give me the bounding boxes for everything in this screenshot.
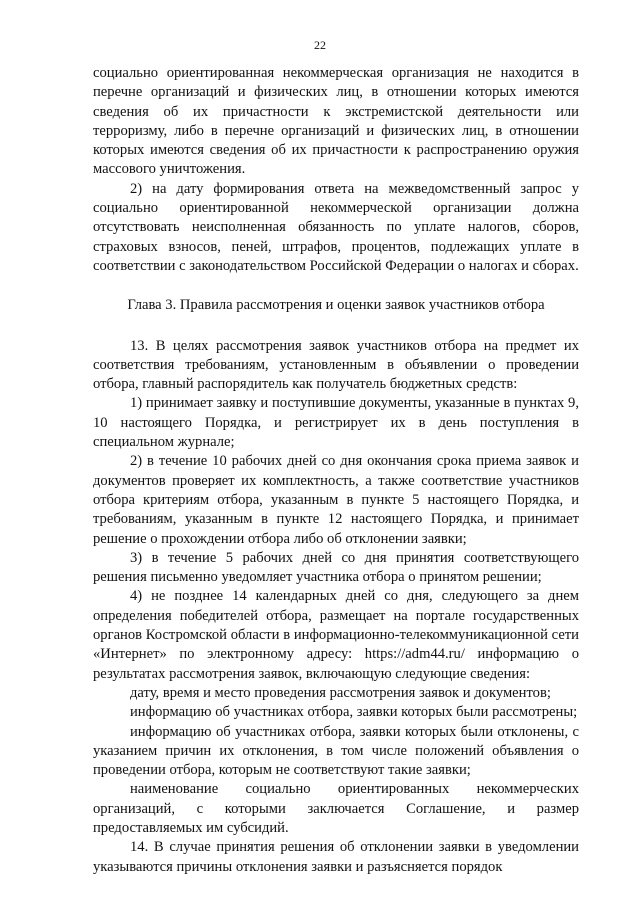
paragraph-continuation: социально ориентированная некоммерческая организация не находится в перечне организаций и физических лиц, в отношении которых имеются сведения об их причастности к экстремистской деятельности или терроризму, либо в перечне организаций и физических лиц, в отношении которых имеются сведения об их причастности к распространению оружия массового уничтожения. (93, 65, 579, 178)
paragraph-13-item-1: 1) принимает заявку и поступившие документы, указанные в пунктах 9, 10 настоящего Порядка, и регистрирует их в день поступления в специальном журнале; (93, 395, 579, 451)
document-body (93, 64, 579, 877)
paragraph-14: 14. В случае принятия решения об отклонении заявки в уведомлении указываются причины отклонения заявки и разъясняется порядок (93, 839, 579, 875)
paragraph-13-item-2: 2) в течение 10 рабочих дней со дня окончания срока приема заявок и документов проверяет их комплектность, а также соответствие участников отбора критериям отбора, указанным в пункте 5 настоящего Порядка, и требованиям, указанным в пункте 12 настоящего Порядка, и принимает решение о прохождении отбора либо об отклонении заявки; (93, 453, 579, 547)
paragraph-13-item-3: 3) в течение 5 рабочих дней со дня принятия соответствующего решения письменно уведомляет участника отбора о принятом решении; (93, 549, 579, 586)
chapter-title: Глава 3. Правила рассмотрения и оценки заявок участников отбора (127, 297, 545, 314)
paragraph-info-date: дату, время и место проведения рассмотрения заявок и документов; (130, 684, 551, 701)
page-number: 22 (314, 38, 326, 52)
paragraph-13-item-4: 4) не позднее 14 календарных дней со дня, следующего за днем определения победителей отбора, размещает на портале государственных органов Костромской области в информационно-телекоммуникационной сети «Интернет» по электронному адресу: https://adm44.ru/ информацию о результатах рассмотрения заявок, включающую следующие сведения: (93, 588, 579, 682)
paragraph-info-rejected: информацию об участниках отбора, заявки которых были отклонены, с указанием причин их отклонения, в том числе положений объявления о проведении отбора, которым не соответствуют такие заявки; (93, 723, 579, 779)
paragraph-item-2: 2) на дату формирования ответа на межведомственный запрос у социально ориентированной некоммерческой организации должна отсутствовать неисполненная обязанность по уплате налогов, сборов, страховых взносов, пеней, штрафов, процентов, подлежащих уплате в соответствии с законодательством Российской Федерации о налогах и сборах. (93, 180, 579, 274)
paragraph-info-reviewed: информацию об участниках отбора, заявки которых были рассмотрены; (130, 704, 578, 721)
paragraph-13: 13. В целях рассмотрения заявок участников отбора на предмет их соответствия требованиям, установленным в объявлении о проведении отбора, главный распорядитель как получатель бюджетных средств: (93, 337, 579, 393)
paragraph-info-organizations: наименование социально ориентированных некоммерческих организаций, с которыми заключается Соглашение, и размер предоставляемых им субсидий. (93, 781, 579, 836)
